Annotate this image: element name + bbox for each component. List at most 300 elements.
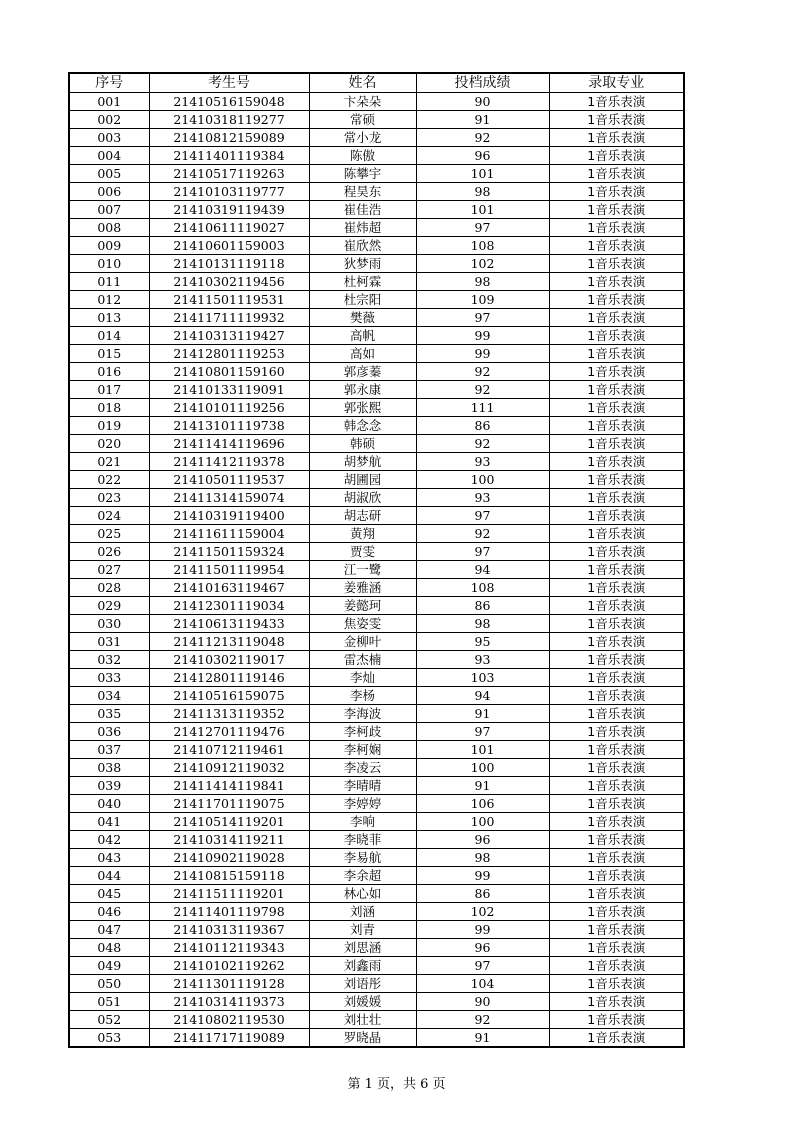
cell-serial-number: 032 bbox=[69, 651, 149, 669]
cell-name: 郭张熙 bbox=[309, 399, 416, 417]
table-row bbox=[69, 957, 684, 975]
header-score: 投档成绩 bbox=[416, 73, 549, 93]
cell-exam-number: 21411401119384 bbox=[149, 147, 309, 165]
cell-exam-number: 21410313119427 bbox=[149, 327, 309, 345]
cell-score: 109 bbox=[416, 291, 549, 309]
cell-major: 1音乐表演 bbox=[549, 795, 684, 813]
cell-name: 贾雯 bbox=[309, 543, 416, 561]
table-row bbox=[69, 507, 684, 525]
table-row bbox=[69, 471, 684, 489]
cell-major: 1音乐表演 bbox=[549, 525, 684, 543]
cell-name: 高如 bbox=[309, 345, 416, 363]
cell-serial-number: 004 bbox=[69, 147, 149, 165]
cell-exam-number: 21410314119211 bbox=[149, 831, 309, 849]
cell-major: 1音乐表演 bbox=[549, 471, 684, 489]
cell-serial-number: 010 bbox=[69, 255, 149, 273]
cell-exam-number: 21410815159118 bbox=[149, 867, 309, 885]
cell-score: 106 bbox=[416, 795, 549, 813]
cell-serial-number: 022 bbox=[69, 471, 149, 489]
table-row bbox=[69, 363, 684, 381]
cell-serial-number: 020 bbox=[69, 435, 149, 453]
cell-major: 1音乐表演 bbox=[549, 903, 684, 921]
cell-exam-number: 21410163119467 bbox=[149, 579, 309, 597]
cell-exam-number: 21410801159160 bbox=[149, 363, 309, 381]
cell-score: 93 bbox=[416, 453, 549, 471]
table-row bbox=[69, 345, 684, 363]
cell-exam-number: 21410601159003 bbox=[149, 237, 309, 255]
cell-serial-number: 038 bbox=[69, 759, 149, 777]
cell-serial-number: 037 bbox=[69, 741, 149, 759]
cell-exam-number: 21413101119738 bbox=[149, 417, 309, 435]
cell-name: 刘媛媛 bbox=[309, 993, 416, 1011]
admission-table bbox=[68, 72, 685, 1048]
cell-exam-number: 21410319119439 bbox=[149, 201, 309, 219]
table-row bbox=[69, 579, 684, 597]
cell-name: 刘青 bbox=[309, 921, 416, 939]
cell-major: 1音乐表演 bbox=[549, 615, 684, 633]
table-row bbox=[69, 255, 684, 273]
cell-serial-number: 044 bbox=[69, 867, 149, 885]
cell-score: 98 bbox=[416, 615, 549, 633]
cell-score: 99 bbox=[416, 345, 549, 363]
cell-score: 99 bbox=[416, 921, 549, 939]
table-row bbox=[69, 633, 684, 651]
table-row bbox=[69, 849, 684, 867]
table-row bbox=[69, 831, 684, 849]
cell-serial-number: 002 bbox=[69, 111, 149, 129]
cell-major: 1音乐表演 bbox=[549, 651, 684, 669]
cell-major: 1音乐表演 bbox=[549, 129, 684, 147]
cell-name: 李海波 bbox=[309, 705, 416, 723]
table-row bbox=[69, 615, 684, 633]
cell-major: 1音乐表演 bbox=[549, 327, 684, 345]
table-row bbox=[69, 129, 684, 147]
cell-name: 刘鑫雨 bbox=[309, 957, 416, 975]
cell-name: 刘思涵 bbox=[309, 939, 416, 957]
cell-score: 102 bbox=[416, 255, 549, 273]
cell-score: 96 bbox=[416, 831, 549, 849]
cell-serial-number: 042 bbox=[69, 831, 149, 849]
cell-serial-number: 028 bbox=[69, 579, 149, 597]
cell-exam-number: 21411501119531 bbox=[149, 291, 309, 309]
cell-name: 胡梦航 bbox=[309, 453, 416, 471]
cell-score: 91 bbox=[416, 1029, 549, 1048]
cell-score: 92 bbox=[416, 435, 549, 453]
cell-exam-number: 21411412119378 bbox=[149, 453, 309, 471]
cell-exam-number: 21410611119027 bbox=[149, 219, 309, 237]
cell-serial-number: 030 bbox=[69, 615, 149, 633]
cell-serial-number: 039 bbox=[69, 777, 149, 795]
table-row bbox=[69, 165, 684, 183]
cell-name: 焦姿雯 bbox=[309, 615, 416, 633]
cell-name: 樊薇 bbox=[309, 309, 416, 327]
cell-score: 98 bbox=[416, 183, 549, 201]
cell-serial-number: 033 bbox=[69, 669, 149, 687]
cell-serial-number: 034 bbox=[69, 687, 149, 705]
cell-exam-number: 21410514119201 bbox=[149, 813, 309, 831]
cell-serial-number: 027 bbox=[69, 561, 149, 579]
cell-exam-number: 21411301119128 bbox=[149, 975, 309, 993]
cell-major: 1音乐表演 bbox=[549, 831, 684, 849]
cell-serial-number: 016 bbox=[69, 363, 149, 381]
cell-score: 102 bbox=[416, 903, 549, 921]
cell-major: 1音乐表演 bbox=[549, 741, 684, 759]
cell-serial-number: 036 bbox=[69, 723, 149, 741]
cell-serial-number: 003 bbox=[69, 129, 149, 147]
table-row bbox=[69, 1011, 684, 1029]
cell-serial-number: 050 bbox=[69, 975, 149, 993]
cell-name: 江一鹭 bbox=[309, 561, 416, 579]
cell-major: 1音乐表演 bbox=[549, 273, 684, 291]
cell-exam-number: 21411313119352 bbox=[149, 705, 309, 723]
cell-name: 崔欣然 bbox=[309, 237, 416, 255]
cell-score: 103 bbox=[416, 669, 549, 687]
table-row bbox=[69, 795, 684, 813]
cell-major: 1音乐表演 bbox=[549, 849, 684, 867]
cell-major: 1音乐表演 bbox=[549, 867, 684, 885]
cell-serial-number: 040 bbox=[69, 795, 149, 813]
cell-name: 罗晓晶 bbox=[309, 1029, 416, 1048]
cell-score: 90 bbox=[416, 993, 549, 1011]
cell-name: 胡志研 bbox=[309, 507, 416, 525]
cell-exam-number: 21410302119456 bbox=[149, 273, 309, 291]
cell-name: 李杨 bbox=[309, 687, 416, 705]
cell-exam-number: 21412701119476 bbox=[149, 723, 309, 741]
cell-name: 郭永康 bbox=[309, 381, 416, 399]
cell-major: 1音乐表演 bbox=[549, 399, 684, 417]
table-row bbox=[69, 111, 684, 129]
cell-serial-number: 023 bbox=[69, 489, 149, 507]
table-row bbox=[69, 975, 684, 993]
table-row bbox=[69, 453, 684, 471]
cell-score: 86 bbox=[416, 885, 549, 903]
cell-major: 1音乐表演 bbox=[549, 975, 684, 993]
cell-exam-number: 21410613119433 bbox=[149, 615, 309, 633]
cell-exam-number: 21410314119373 bbox=[149, 993, 309, 1011]
cell-name: 林心如 bbox=[309, 885, 416, 903]
table-row bbox=[69, 723, 684, 741]
cell-score: 97 bbox=[416, 309, 549, 327]
cell-score: 93 bbox=[416, 651, 549, 669]
cell-major: 1音乐表演 bbox=[549, 669, 684, 687]
header-serial-number: 序号 bbox=[69, 73, 149, 93]
table-row bbox=[69, 993, 684, 1011]
cell-name: 卞朵朵 bbox=[309, 93, 416, 111]
cell-major: 1音乐表演 bbox=[549, 111, 684, 129]
cell-major: 1音乐表演 bbox=[549, 435, 684, 453]
cell-serial-number: 052 bbox=[69, 1011, 149, 1029]
table-body bbox=[69, 93, 684, 1048]
cell-score: 92 bbox=[416, 525, 549, 543]
cell-exam-number: 21410102119262 bbox=[149, 957, 309, 975]
cell-exam-number: 21411717119089 bbox=[149, 1029, 309, 1048]
cell-major: 1音乐表演 bbox=[549, 345, 684, 363]
cell-major: 1音乐表演 bbox=[549, 507, 684, 525]
table-row bbox=[69, 489, 684, 507]
table-row bbox=[69, 327, 684, 345]
cell-exam-number: 21412301119034 bbox=[149, 597, 309, 615]
table-row bbox=[69, 399, 684, 417]
cell-name: 李灿 bbox=[309, 669, 416, 687]
cell-serial-number: 001 bbox=[69, 93, 149, 111]
cell-serial-number: 012 bbox=[69, 291, 149, 309]
cell-score: 97 bbox=[416, 543, 549, 561]
cell-score: 97 bbox=[416, 957, 549, 975]
cell-exam-number: 21410103119777 bbox=[149, 183, 309, 201]
table-row bbox=[69, 597, 684, 615]
table-row bbox=[69, 885, 684, 903]
cell-serial-number: 043 bbox=[69, 849, 149, 867]
table-row bbox=[69, 435, 684, 453]
cell-serial-number: 048 bbox=[69, 939, 149, 957]
cell-score: 101 bbox=[416, 741, 549, 759]
cell-serial-number: 011 bbox=[69, 273, 149, 291]
cell-major: 1音乐表演 bbox=[549, 885, 684, 903]
cell-exam-number: 21410912119032 bbox=[149, 759, 309, 777]
cell-name: 李柯歧 bbox=[309, 723, 416, 741]
table-row bbox=[69, 705, 684, 723]
cell-name: 杜宗阳 bbox=[309, 291, 416, 309]
cell-exam-number: 21411701119075 bbox=[149, 795, 309, 813]
cell-name: 崔佳浩 bbox=[309, 201, 416, 219]
cell-score: 104 bbox=[416, 975, 549, 993]
table-row bbox=[69, 309, 684, 327]
cell-exam-number: 21411501159324 bbox=[149, 543, 309, 561]
cell-score: 86 bbox=[416, 417, 549, 435]
header-major: 录取专业 bbox=[549, 73, 684, 93]
cell-exam-number: 21410131119118 bbox=[149, 255, 309, 273]
cell-major: 1音乐表演 bbox=[549, 939, 684, 957]
cell-name: 姜雅涵 bbox=[309, 579, 416, 597]
cell-serial-number: 051 bbox=[69, 993, 149, 1011]
cell-name: 郭彦蓁 bbox=[309, 363, 416, 381]
cell-name: 狄梦雨 bbox=[309, 255, 416, 273]
cell-major: 1音乐表演 bbox=[549, 687, 684, 705]
header-name: 姓名 bbox=[309, 73, 416, 93]
cell-exam-number: 21412801119146 bbox=[149, 669, 309, 687]
cell-score: 101 bbox=[416, 165, 549, 183]
table-row bbox=[69, 741, 684, 759]
cell-score: 91 bbox=[416, 777, 549, 795]
cell-score: 100 bbox=[416, 813, 549, 831]
cell-score: 98 bbox=[416, 849, 549, 867]
cell-serial-number: 008 bbox=[69, 219, 149, 237]
cell-major: 1音乐表演 bbox=[549, 219, 684, 237]
cell-exam-number: 21410516159075 bbox=[149, 687, 309, 705]
cell-name: 黄翔 bbox=[309, 525, 416, 543]
cell-major: 1音乐表演 bbox=[549, 705, 684, 723]
cell-exam-number: 21410313119367 bbox=[149, 921, 309, 939]
cell-name: 雷杰楠 bbox=[309, 651, 416, 669]
cell-score: 92 bbox=[416, 129, 549, 147]
cell-serial-number: 006 bbox=[69, 183, 149, 201]
cell-score: 101 bbox=[416, 201, 549, 219]
cell-serial-number: 017 bbox=[69, 381, 149, 399]
cell-major: 1音乐表演 bbox=[549, 165, 684, 183]
table-row bbox=[69, 651, 684, 669]
cell-name: 李晴晴 bbox=[309, 777, 416, 795]
cell-exam-number: 21410112119343 bbox=[149, 939, 309, 957]
cell-major: 1音乐表演 bbox=[549, 1011, 684, 1029]
cell-major: 1音乐表演 bbox=[549, 291, 684, 309]
cell-score: 91 bbox=[416, 705, 549, 723]
cell-major: 1音乐表演 bbox=[549, 777, 684, 795]
cell-major: 1音乐表演 bbox=[549, 993, 684, 1011]
cell-exam-number: 21410902119028 bbox=[149, 849, 309, 867]
cell-score: 96 bbox=[416, 147, 549, 165]
cell-major: 1音乐表演 bbox=[549, 957, 684, 975]
cell-serial-number: 045 bbox=[69, 885, 149, 903]
cell-score: 97 bbox=[416, 507, 549, 525]
cell-exam-number: 21410516159048 bbox=[149, 93, 309, 111]
cell-name: 陈傲 bbox=[309, 147, 416, 165]
cell-name: 高帆 bbox=[309, 327, 416, 345]
cell-serial-number: 031 bbox=[69, 633, 149, 651]
cell-serial-number: 018 bbox=[69, 399, 149, 417]
table-row bbox=[69, 813, 684, 831]
table-row bbox=[69, 147, 684, 165]
table-row bbox=[69, 201, 684, 219]
cell-score: 93 bbox=[416, 489, 549, 507]
cell-exam-number: 21411414119841 bbox=[149, 777, 309, 795]
cell-score: 98 bbox=[416, 273, 549, 291]
cell-major: 1音乐表演 bbox=[549, 363, 684, 381]
cell-serial-number: 046 bbox=[69, 903, 149, 921]
cell-exam-number: 21411611159004 bbox=[149, 525, 309, 543]
table-row bbox=[69, 939, 684, 957]
cell-exam-number: 21410319119400 bbox=[149, 507, 309, 525]
cell-score: 97 bbox=[416, 219, 549, 237]
table-row bbox=[69, 219, 684, 237]
header-exam-number: 考生号 bbox=[149, 73, 309, 93]
cell-serial-number: 053 bbox=[69, 1029, 149, 1048]
cell-serial-number: 021 bbox=[69, 453, 149, 471]
cell-exam-number: 21411213119048 bbox=[149, 633, 309, 651]
cell-score: 86 bbox=[416, 597, 549, 615]
table-row bbox=[69, 777, 684, 795]
cell-name: 金柳叶 bbox=[309, 633, 416, 651]
cell-major: 1音乐表演 bbox=[549, 93, 684, 111]
cell-exam-number: 21411711119932 bbox=[149, 309, 309, 327]
cell-serial-number: 026 bbox=[69, 543, 149, 561]
cell-score: 99 bbox=[416, 867, 549, 885]
table-row bbox=[69, 237, 684, 255]
page-footer: 第 1 页，共 6 页 bbox=[347, 1077, 446, 1092]
cell-major: 1音乐表演 bbox=[549, 489, 684, 507]
table-row bbox=[69, 543, 684, 561]
table-row bbox=[69, 561, 684, 579]
cell-major: 1音乐表演 bbox=[549, 453, 684, 471]
cell-exam-number: 21411414119696 bbox=[149, 435, 309, 453]
cell-major: 1音乐表演 bbox=[549, 813, 684, 831]
cell-score: 94 bbox=[416, 687, 549, 705]
table-row bbox=[69, 759, 684, 777]
cell-score: 90 bbox=[416, 93, 549, 111]
cell-score: 111 bbox=[416, 399, 549, 417]
cell-exam-number: 21410812159089 bbox=[149, 129, 309, 147]
cell-score: 100 bbox=[416, 759, 549, 777]
cell-serial-number: 015 bbox=[69, 345, 149, 363]
cell-major: 1音乐表演 bbox=[549, 543, 684, 561]
table-row bbox=[69, 93, 684, 111]
cell-exam-number: 21410517119263 bbox=[149, 165, 309, 183]
table-row bbox=[69, 1029, 684, 1048]
cell-score: 91 bbox=[416, 111, 549, 129]
table-row bbox=[69, 921, 684, 939]
cell-serial-number: 041 bbox=[69, 813, 149, 831]
cell-score: 100 bbox=[416, 471, 549, 489]
cell-major: 1音乐表演 bbox=[549, 255, 684, 273]
cell-name: 常小龙 bbox=[309, 129, 416, 147]
cell-serial-number: 019 bbox=[69, 417, 149, 435]
cell-serial-number: 009 bbox=[69, 237, 149, 255]
cell-name: 姜懿珂 bbox=[309, 597, 416, 615]
cell-serial-number: 025 bbox=[69, 525, 149, 543]
cell-name: 韩念念 bbox=[309, 417, 416, 435]
table-row bbox=[69, 525, 684, 543]
cell-score: 95 bbox=[416, 633, 549, 651]
cell-serial-number: 049 bbox=[69, 957, 149, 975]
cell-score: 96 bbox=[416, 939, 549, 957]
cell-major: 1音乐表演 bbox=[549, 183, 684, 201]
cell-score: 108 bbox=[416, 237, 549, 255]
cell-serial-number: 014 bbox=[69, 327, 149, 345]
table-row bbox=[69, 903, 684, 921]
cell-exam-number: 21410302119017 bbox=[149, 651, 309, 669]
cell-exam-number: 21410318119277 bbox=[149, 111, 309, 129]
cell-name: 李晓菲 bbox=[309, 831, 416, 849]
cell-name: 刘语彤 bbox=[309, 975, 416, 993]
header-row bbox=[69, 73, 684, 93]
cell-major: 1音乐表演 bbox=[549, 597, 684, 615]
cell-name: 李响 bbox=[309, 813, 416, 831]
cell-exam-number: 21410133119091 bbox=[149, 381, 309, 399]
cell-exam-number: 21411401119798 bbox=[149, 903, 309, 921]
cell-major: 1音乐表演 bbox=[549, 309, 684, 327]
cell-name: 刘涵 bbox=[309, 903, 416, 921]
table-row bbox=[69, 273, 684, 291]
cell-major: 1音乐表演 bbox=[549, 237, 684, 255]
cell-score: 92 bbox=[416, 363, 549, 381]
cell-major: 1音乐表演 bbox=[549, 579, 684, 597]
cell-serial-number: 013 bbox=[69, 309, 149, 327]
table-row bbox=[69, 291, 684, 309]
cell-serial-number: 024 bbox=[69, 507, 149, 525]
cell-serial-number: 047 bbox=[69, 921, 149, 939]
table-row bbox=[69, 687, 684, 705]
cell-score: 99 bbox=[416, 327, 549, 345]
cell-name: 刘壮壮 bbox=[309, 1011, 416, 1029]
cell-score: 92 bbox=[416, 1011, 549, 1029]
table-row bbox=[69, 867, 684, 885]
cell-major: 1音乐表演 bbox=[549, 147, 684, 165]
cell-name: 韩硕 bbox=[309, 435, 416, 453]
cell-name: 陈攀宇 bbox=[309, 165, 416, 183]
cell-exam-number: 21411511119201 bbox=[149, 885, 309, 903]
cell-name: 杜柯霖 bbox=[309, 273, 416, 291]
cell-exam-number: 21410101119256 bbox=[149, 399, 309, 417]
cell-exam-number: 21411314159074 bbox=[149, 489, 309, 507]
cell-major: 1音乐表演 bbox=[549, 417, 684, 435]
cell-exam-number: 21410712119461 bbox=[149, 741, 309, 759]
cell-serial-number: 029 bbox=[69, 597, 149, 615]
cell-name: 胡淑欣 bbox=[309, 489, 416, 507]
cell-serial-number: 005 bbox=[69, 165, 149, 183]
cell-serial-number: 007 bbox=[69, 201, 149, 219]
cell-major: 1音乐表演 bbox=[549, 561, 684, 579]
cell-name: 李余超 bbox=[309, 867, 416, 885]
cell-score: 108 bbox=[416, 579, 549, 597]
